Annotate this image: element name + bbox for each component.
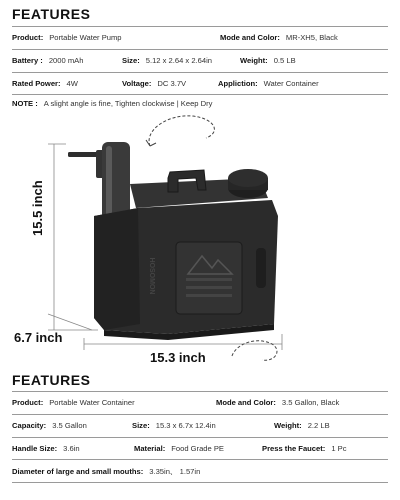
spec-size: Size: 15.3 x 6.7x 12.4in [132, 421, 216, 430]
divider [12, 482, 388, 483]
divider [12, 94, 388, 95]
spec-mode-color: Mode and Color: 3.5 Gallon, Black [216, 398, 340, 407]
divider [12, 49, 388, 50]
spec-size: Size: 5.12 x 2.64 x 2.64in [122, 56, 213, 65]
container-embossed-text: HOSOMON [148, 257, 155, 295]
spec-battery: Battery : 2000 mAh [12, 56, 84, 65]
spec-mouth-diameter: Diameter of large and small mouths: 3.35in、 1.57in [12, 467, 201, 476]
divider [12, 414, 388, 415]
spec-product: Product: Portable Water Pump [12, 33, 122, 42]
width-dimension-label: 15.3 inch [150, 350, 206, 365]
spec-product: Product: Portable Water Container [12, 398, 135, 407]
bottom-features-heading: FEATURES [12, 372, 91, 388]
spec-application: Appliction: Water Container [218, 79, 319, 88]
height-dimension-label: 15.5 inch [30, 180, 45, 236]
divider [12, 72, 388, 73]
spec-capacity: Capacity: 3.5 Gallon [12, 421, 87, 430]
spec-rated-power: Rated Power: 4W [12, 79, 78, 88]
top-features-heading: FEATURES [12, 6, 91, 22]
spec-faucet: Press the Faucet: 1 Pc [262, 444, 347, 453]
note-text: NOTE : A slight angle is fine, Tighten clockwise | Keep Dry [12, 99, 213, 108]
divider [12, 437, 388, 438]
spec-mode-color: Mode and Color: MR-XH5, Black [220, 33, 338, 42]
divider [12, 391, 388, 392]
depth-dimension-label: 6.7 inch [14, 330, 63, 345]
divider [12, 26, 388, 27]
spec-voltage: Voltage: DC 3.7V [122, 79, 187, 88]
spec-weight: Weight: 2.2 LB [274, 421, 330, 430]
spec-material: Material: Food Grade PE [134, 444, 224, 453]
dashed-swoosh [149, 116, 214, 146]
spec-handle-size: Handle Size: 3.6in [12, 444, 80, 453]
spec-weight: Weight: 0.5 LB [240, 56, 296, 65]
divider [12, 459, 388, 460]
